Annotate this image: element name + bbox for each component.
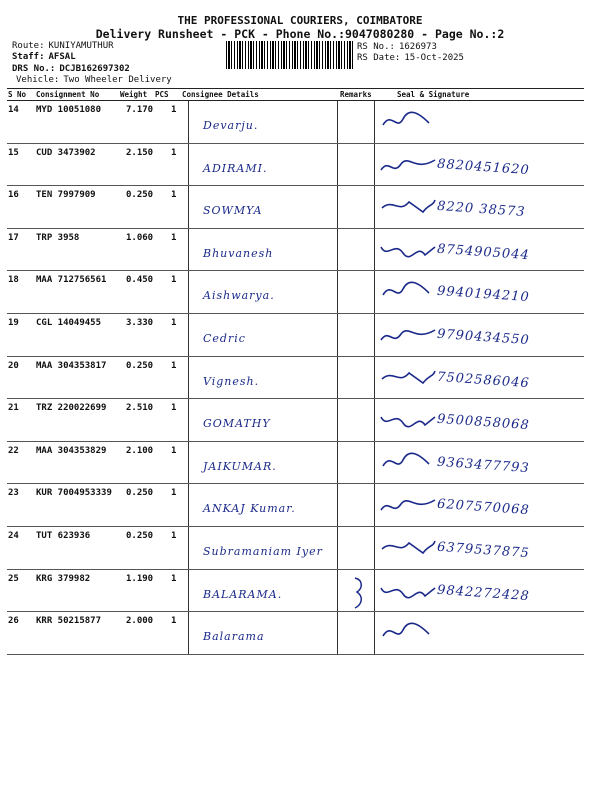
table-row — [7, 229, 584, 272]
col-divider — [337, 442, 338, 484]
row-weight: 0.250 — [126, 190, 154, 201]
row-consignment: MAA 304353829 — [36, 445, 107, 456]
rs-no-line — [357, 42, 437, 52]
col-sno: S No — [8, 90, 27, 99]
col-divider — [337, 101, 338, 143]
row-weight: 0.450 — [126, 275, 154, 286]
rs-date-value: 15-Oct-2025 — [404, 53, 464, 63]
handwritten-phone: 9940194210 — [436, 284, 531, 306]
row-consignment: MYD 10051080 — [36, 105, 102, 115]
route-label: Route: — [12, 41, 45, 51]
drs-value: DCJB162697302 — [59, 64, 130, 74]
table-row — [7, 570, 584, 613]
row-pcs: 1 — [171, 232, 177, 243]
vehicle-label: Vehicle: — [16, 75, 60, 85]
row-weight: 0.250 — [126, 488, 154, 499]
col-divider — [374, 399, 375, 441]
col-divider — [188, 527, 189, 569]
row-consignment: CGL 14049455 — [36, 317, 102, 328]
remark-bracket-mark — [349, 574, 367, 614]
signature-scribble — [379, 365, 437, 391]
handwritten-phone: 8820451620 — [436, 156, 531, 178]
row-weight: 3.330 — [126, 317, 154, 328]
signature-scribble — [379, 450, 437, 476]
signature-scribble — [379, 407, 437, 433]
col-divider — [188, 484, 189, 526]
vehicle-line — [16, 75, 172, 85]
signature-scribble — [379, 492, 437, 518]
row-consignment: KRR 50215877 — [36, 616, 102, 627]
col-divider — [374, 442, 375, 484]
col-consignee: Consignee Details — [182, 90, 259, 99]
row-pcs: 1 — [171, 190, 177, 201]
row-pcs: 1 — [171, 488, 177, 499]
table-header — [7, 88, 584, 101]
table-row — [7, 442, 584, 485]
col-seal: Seal & Signature — [397, 90, 470, 99]
row-sno: 16 — [8, 190, 19, 201]
row-pcs: 1 — [171, 445, 177, 456]
row-sno: 14 — [8, 105, 19, 115]
row-pcs: 1 — [171, 105, 177, 115]
row-pcs: 1 — [171, 403, 177, 414]
row-weight: 0.250 — [126, 530, 154, 541]
staff-label: Staff: — [12, 52, 45, 62]
row-weight: 1.190 — [126, 573, 154, 584]
col-divider — [337, 271, 338, 313]
handwritten-phone: 9363477793 — [436, 454, 531, 476]
col-divider — [337, 527, 338, 569]
signature-scribble — [379, 109, 437, 135]
drs-label: DRS No.: — [12, 64, 56, 74]
signature-scribble — [379, 535, 437, 561]
col-divider — [374, 314, 375, 356]
consignee-handwritten-name: Subramaniam Iyer — [203, 544, 323, 558]
consignee-handwritten-name: JAIKUMAR. — [203, 459, 277, 473]
table-row — [7, 357, 584, 400]
consignee-handwritten-name: BALARAMA. — [203, 587, 283, 601]
col-divider — [337, 186, 338, 228]
signature-scribble — [379, 194, 437, 220]
rs-no-value: 1626973 — [398, 42, 437, 52]
table-row — [7, 144, 584, 187]
row-sno: 22 — [8, 445, 19, 456]
row-weight: 2.100 — [126, 445, 154, 456]
col-divider — [374, 101, 375, 143]
col-consignment: Consignment No — [36, 90, 100, 99]
table-row — [7, 186, 584, 229]
row-pcs: 1 — [171, 573, 177, 584]
row-consignment: TUT 623936 — [36, 530, 91, 541]
row-sno: 25 — [8, 573, 19, 584]
col-remarks: Remarks — [340, 90, 372, 99]
rs-no-label: RS No.: — [357, 42, 395, 52]
col-divider — [188, 314, 189, 356]
staff-value: AFSAL — [48, 52, 76, 62]
row-pcs: 1 — [171, 147, 177, 158]
signature-scribble — [379, 152, 437, 178]
consignee-handwritten-name: Bhuvanesh — [203, 246, 274, 260]
row-weight: 2.150 — [126, 147, 154, 158]
col-divider — [337, 570, 338, 612]
consignee-handwritten-name: SOWMYA — [203, 204, 263, 218]
table-row — [7, 612, 584, 655]
row-consignment: CUD 3473902 — [36, 147, 96, 158]
row-sno: 18 — [8, 275, 19, 286]
row-sno: 26 — [8, 616, 19, 627]
table-row — [7, 484, 584, 527]
consignee-handwritten-name: Devarju. — [203, 119, 259, 132]
row-consignment: KUR 7004953339 — [36, 488, 112, 499]
row-sno: 24 — [8, 530, 19, 541]
col-divider — [374, 527, 375, 569]
row-weight: 2.510 — [126, 403, 154, 414]
rs-date-line — [357, 53, 464, 63]
handwritten-phone: 8220 38573 — [436, 199, 526, 221]
row-consignment: MAA 712756561 — [36, 275, 107, 286]
row-consignment: KRG 379982 — [36, 573, 91, 584]
consignee-handwritten-name: Aishwarya. — [203, 289, 275, 303]
col-divider — [374, 271, 375, 313]
consignee-handwritten-name: GOMATHY — [203, 417, 271, 431]
col-divider — [337, 484, 338, 526]
table-row — [7, 527, 584, 570]
signature-scribble — [379, 237, 437, 263]
col-divider — [374, 357, 375, 399]
col-divider — [188, 229, 189, 271]
handwritten-phone: 6379537875 — [436, 539, 531, 562]
barcode — [226, 41, 354, 69]
signature-scribble — [379, 322, 437, 348]
col-pcs: PCS — [155, 90, 169, 99]
route-line — [12, 41, 114, 51]
col-divider — [374, 144, 375, 186]
col-divider — [374, 612, 375, 654]
col-weight: Weight — [120, 90, 148, 99]
handwritten-phone: 7502586046 — [436, 369, 531, 391]
col-divider — [188, 612, 189, 654]
handwritten-phone: 9842272428 — [436, 582, 531, 604]
row-pcs: 1 — [171, 530, 177, 541]
row-weight: 7.170 — [126, 105, 154, 115]
signature-scribble — [379, 279, 437, 305]
signature-scribble — [379, 620, 437, 646]
row-weight: 1.060 — [126, 232, 154, 243]
row-pcs: 1 — [171, 616, 177, 627]
col-divider — [188, 101, 189, 143]
col-divider — [374, 186, 375, 228]
col-divider — [337, 612, 338, 654]
col-divider — [188, 271, 189, 313]
table-row — [7, 399, 584, 442]
consignee-handwritten-name: Balarama — [203, 630, 265, 644]
col-divider — [188, 399, 189, 441]
col-divider — [337, 229, 338, 271]
row-weight: 0.250 — [126, 360, 154, 371]
row-consignment: MAA 304353817 — [36, 360, 107, 371]
row-consignment: TRP 3958 — [36, 232, 80, 243]
row-consignment: TRZ 220022699 — [36, 403, 107, 414]
row-consignment: TEN 7997909 — [36, 190, 96, 201]
rs-date-label: RS Date: — [357, 53, 401, 63]
col-divider — [188, 186, 189, 228]
col-divider — [374, 229, 375, 271]
col-divider — [337, 399, 338, 441]
consignee-handwritten-name: Cedric — [203, 331, 246, 345]
handwritten-phone: 9500858068 — [436, 411, 531, 434]
col-divider — [188, 570, 189, 612]
consignee-handwritten-name: ANKAJ Kumar. — [203, 502, 296, 516]
row-sno: 23 — [8, 488, 19, 499]
col-divider — [188, 144, 189, 186]
row-pcs: 1 — [171, 275, 177, 286]
col-divider — [337, 314, 338, 356]
row-sno: 19 — [8, 317, 19, 328]
company-title: THE PROFESSIONAL COURIERS, COIMBATORE — [177, 14, 423, 27]
consignee-handwritten-name: ADIRAMI. — [203, 161, 268, 175]
signature-scribble — [379, 578, 437, 604]
row-pcs: 1 — [171, 360, 177, 371]
consignee-handwritten-name: Vignesh. — [203, 374, 260, 388]
table-row — [7, 314, 584, 357]
row-pcs: 1 — [171, 317, 177, 328]
row-sno: 20 — [8, 360, 19, 371]
table-row — [7, 271, 584, 314]
row-sno: 15 — [8, 147, 19, 158]
route-value: KUNIYAMUTHUR — [48, 41, 114, 51]
col-divider — [188, 357, 189, 399]
runsheet-subtitle: Delivery Runsheet - PCK - Phone No.:9047080280 - Page No.:2 — [95, 27, 505, 41]
row-sno: 17 — [8, 232, 19, 243]
handwritten-phone: 9790434550 — [436, 326, 531, 349]
col-divider — [337, 357, 338, 399]
handwritten-phone: 8754905044 — [436, 241, 531, 263]
handwritten-phone: 6207570068 — [436, 497, 531, 519]
row-sno: 21 — [8, 403, 19, 414]
drs-line — [12, 64, 130, 74]
col-divider — [374, 484, 375, 526]
runsheet-table — [7, 88, 584, 655]
vehicle-value: Two Wheeler Delivery — [63, 75, 172, 85]
col-divider — [337, 144, 338, 186]
row-weight: 2.000 — [126, 616, 154, 627]
staff-line — [12, 52, 76, 62]
col-divider — [188, 442, 189, 484]
table-row — [7, 101, 584, 144]
table-body — [7, 101, 584, 655]
col-divider — [374, 570, 375, 612]
